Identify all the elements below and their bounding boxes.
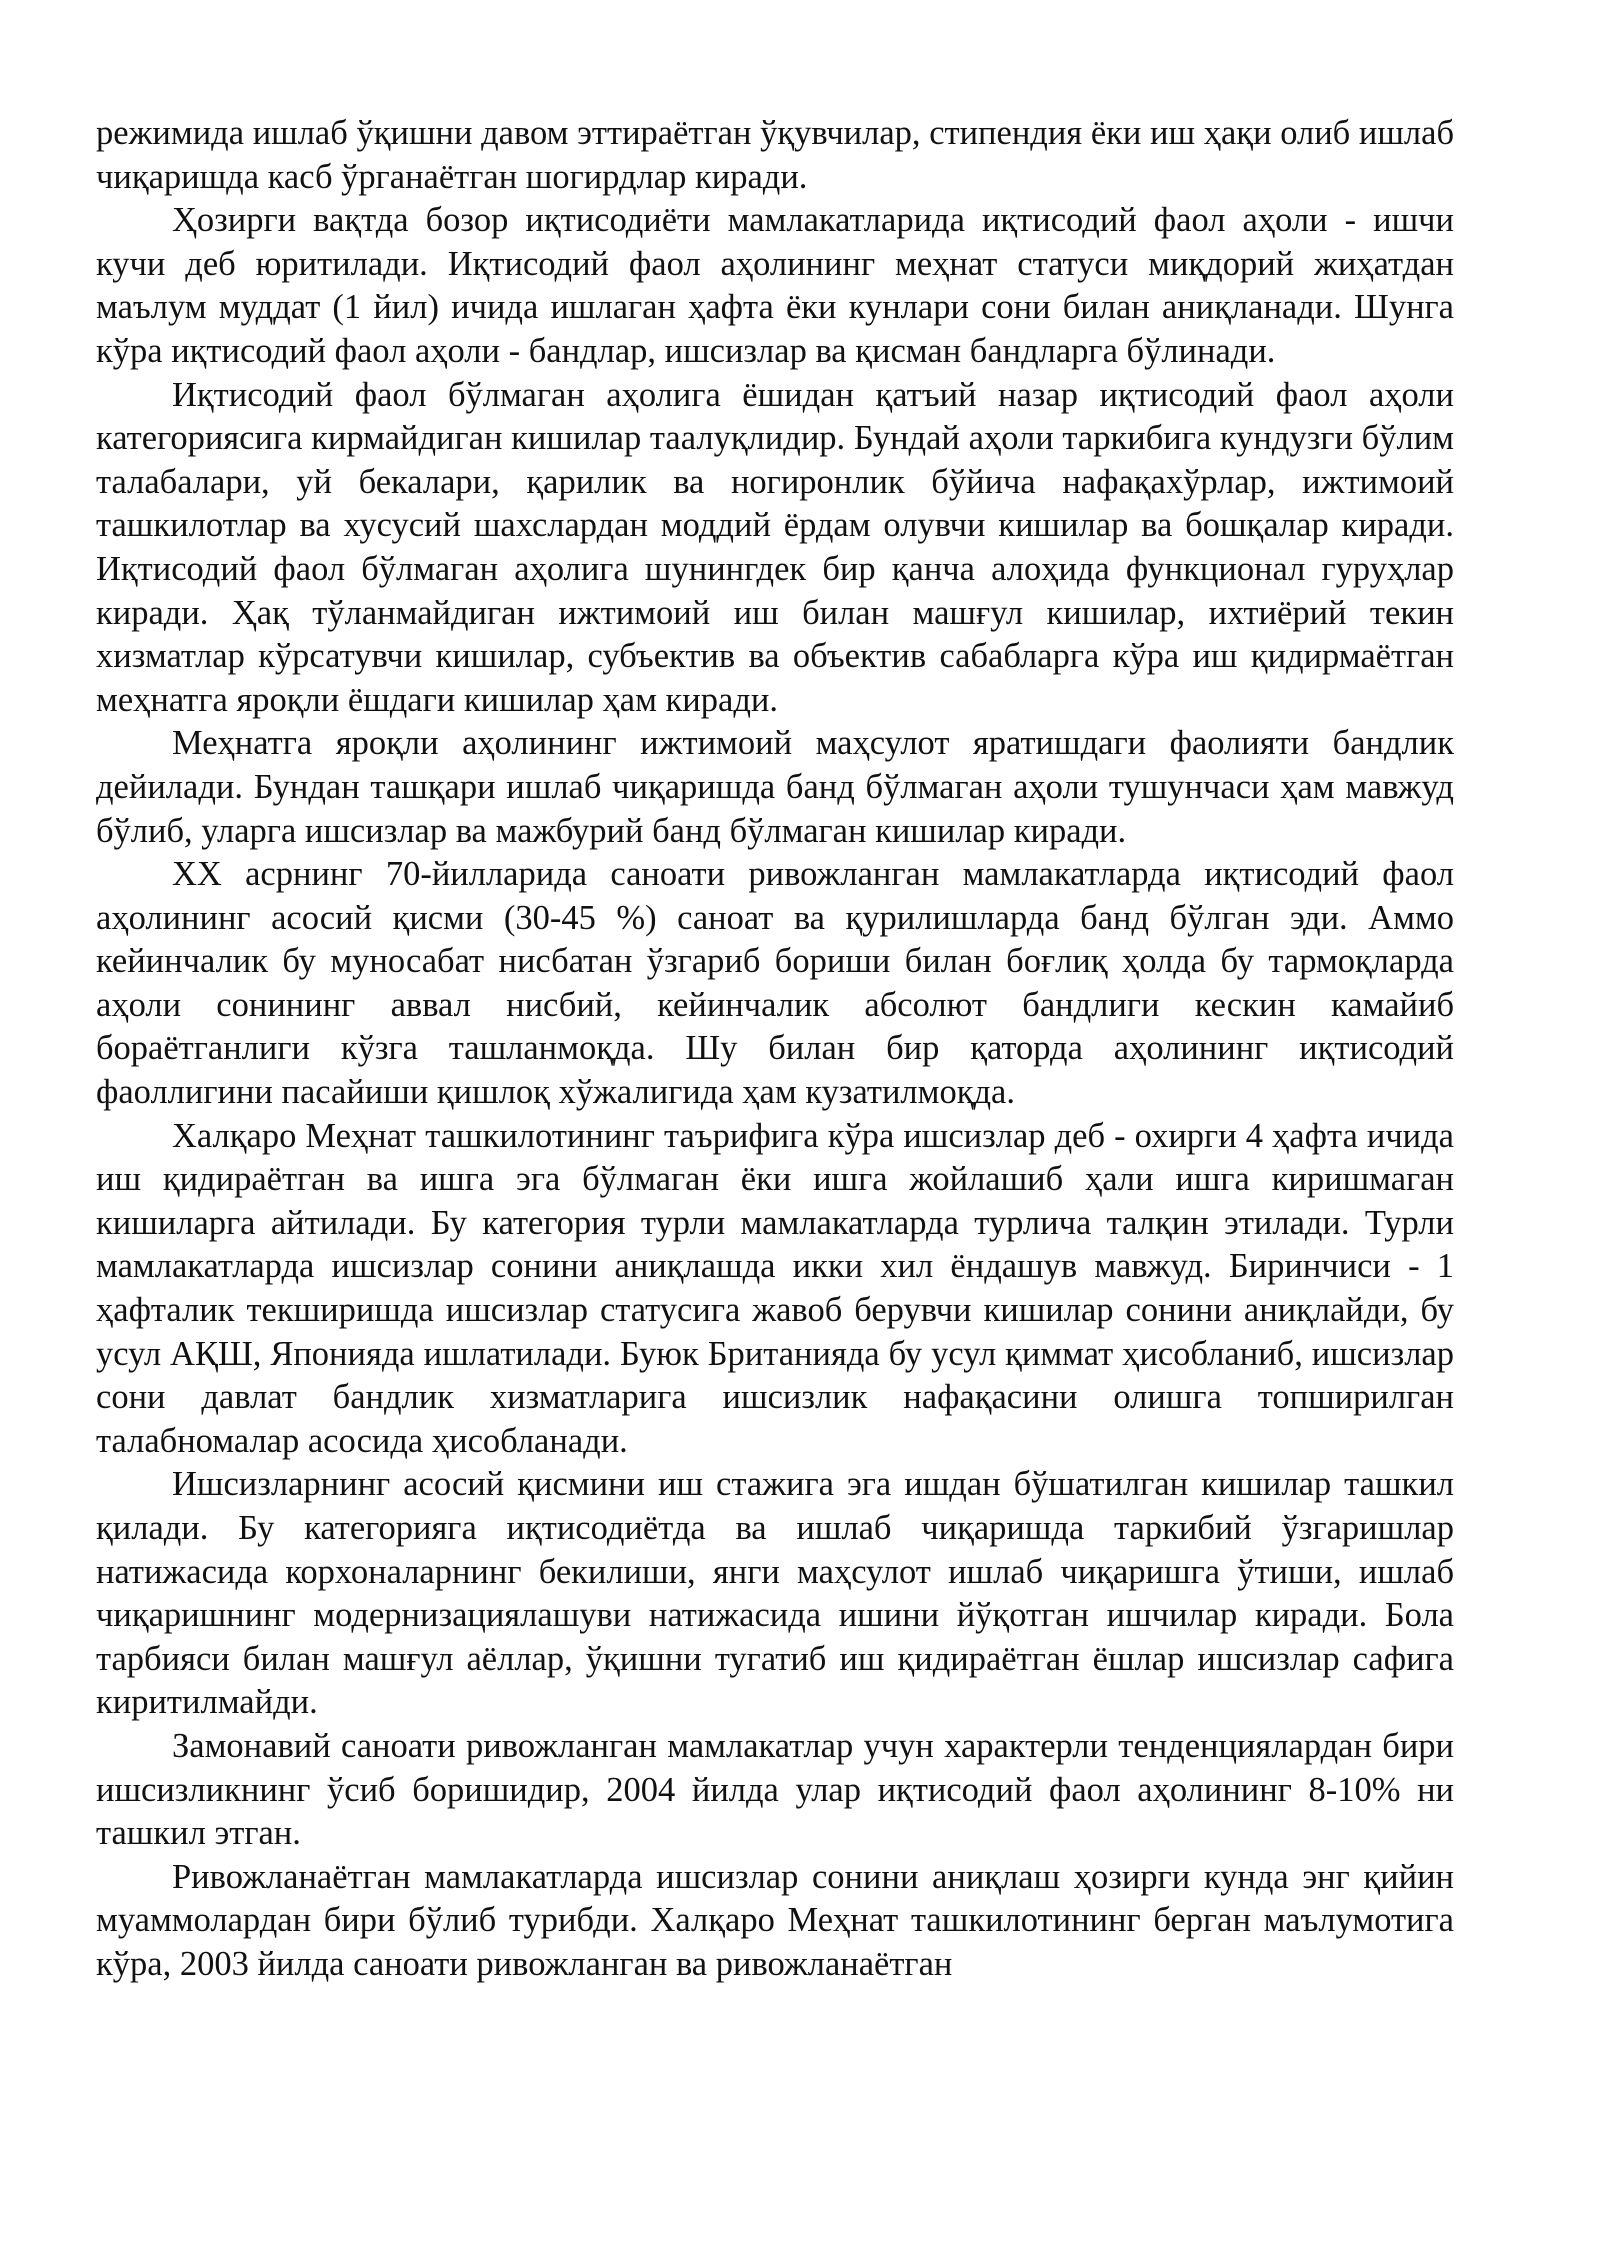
paragraph-3: Иқтисодий фаол бўлмаган аҳолига ёшидан қатъий назар иқтисодий фаол аҳоли категориясига кирмайдиган кишилар таалуқлидир. Бундай аҳоли таркибига кундузги бўлим талабалари, уй бекалари, қарилик ва ногиронлик бўйича нафақахўрлар, ижтимоий ташкилотлар ва хусусий шахслардан моддий ёрдам олувчи кишилар ва бошқалар киради. Иқтисодий фаол бўлмаган аҳолига шунингдек бир қанча алоҳида функционал гуруҳлар киради. Ҳақ тўланмайдиган ижтимоий иш билан машғул кишилар, ихтиёрий текин хизматлар кўрсатувчи кишилар, субъектив ва объектив сабабларга кўра иш қидирмаётган меҳнатга яроқли ёшдаги кишилар ҳам киради. xyxy=(96,375,1454,719)
paragraph-4: Меҳнатга яроқли аҳолининг ижтимоий маҳсулот яратишдаги фаолияти бандлик дейилади. Бундан ташқари ишлаб чиқаришда банд бўлмаган аҳоли тушунчаси ҳам мавжуд бўлиб, уларга ишсизлар ва мажбурий банд бўлмаган кишилар киради. xyxy=(96,724,1454,850)
paragraph-7: Ишсизларнинг асосий қисмини иш стажига эга ишдан бўшатилган кишилар ташкил қилади. Бу категорияга иқтисодиётда ва ишлаб чиқаришда таркибий ўзгаришлар натижасида корхоналарнинг бекилиши, янги маҳсулот ишлаб чиқаришга ўтиши, ишлаб чиқаришнинг модернизациялашуви натижасида ишини йўқотган ишчилар киради. Бола тарбияси билан машғул аёллар, ўқишни тугатиб иш қидираётган ёшлар ишсизлар сафига киритилмайди. xyxy=(96,1465,1454,1722)
document-page xyxy=(96,112,1454,1987)
paragraph-6: Халқаро Меҳнат ташкилотининг таърифига кўра ишсизлар деб - охирги 4 ҳафта ичида иш қидираётган ва ишга эга бўлмаган ёки ишга жойлашиб ҳали ишга киришмаган кишиларга айтилади. Бу категория турли мамлакатларда турлича талқин этилади. Турли мамлакатларда ишсизлар сонини аниқлашда икки хил ёндашув мавжуд. Биринчиси - 1 ҳафталик текширишда ишсизлар статусига жавоб берувчи кишилар сонини аниқлайди, бу усул АҚШ, Японияда ишлатилади. Буюк Британияда бу усул қиммат ҳисобланиб, ишсизлар сони давлат бандлик хизматларига ишсизлик нафақасини олишга топширилган талабномалар асосида ҳисобланади. xyxy=(96,1116,1454,1460)
paragraph-5: XX асрнинг 70-йилларида саноати ривожланган мамлакатларда иқтисодий фаол аҳолининг асосий қисми (30-45 %) саноат ва қурилишларда банд бўлган эди. Аммо кейинчалик бу муносабат нисбатан ўзгариб бориши билан боғлиқ ҳолда бу тармоқларда аҳоли сонининг аввал нисбий, кейинчалик абсолют бандлиги кескин камайиб бораётганлиги кўзга ташланмоқда. Шу билан бир қаторда аҳолининг иқтисодий фаоллигини пасайиши қишлоқ хўжалигида ҳам кузатилмоқда. xyxy=(96,855,1454,1112)
paragraph-9: Ривожланаётган мамлакатларда ишсизлар сонини аниқлаш ҳозирги кунда энг қийин муаммолардан бири бўлиб турибди. Халқаро Меҳнат ташкилотининг берган маълумотига кўра, 2003 йилда саноати ривожланган ва ривожланаётган xyxy=(96,1857,1454,1983)
paragraph-2: Ҳозирги вақтда бозор иқтисодиёти мамлакатларида иқтисодий фаол аҳоли - ишчи кучи деб юритилади. Иқтисодий фаол аҳолининг меҳнат статуси миқдорий жиҳатдан маълум муддат (1 йил) ичида ишлаган ҳафта ёки кунлари сони билан аниқланади. Шунга кўра иқтисодий фаол аҳоли - бандлар, ишсизлар ва қисман бандларга бўлинади. xyxy=(96,201,1454,370)
paragraph-1: режимида ишлаб ўқишни давом эттираётган ўқувчилар, стипендия ёки иш ҳақи олиб ишлаб чиқаришда касб ўрганаётган шогирдлар киради. xyxy=(96,114,1454,196)
paragraph-8: Замонавий саноати ривожланган мамлакатлар учун характерли тенденциялардан бири ишсизликнинг ўсиб боришидир, 2004 йилда улар иқтисодий фаол аҳолининг 8-10% ни ташкил этган. xyxy=(96,1726,1454,1853)
